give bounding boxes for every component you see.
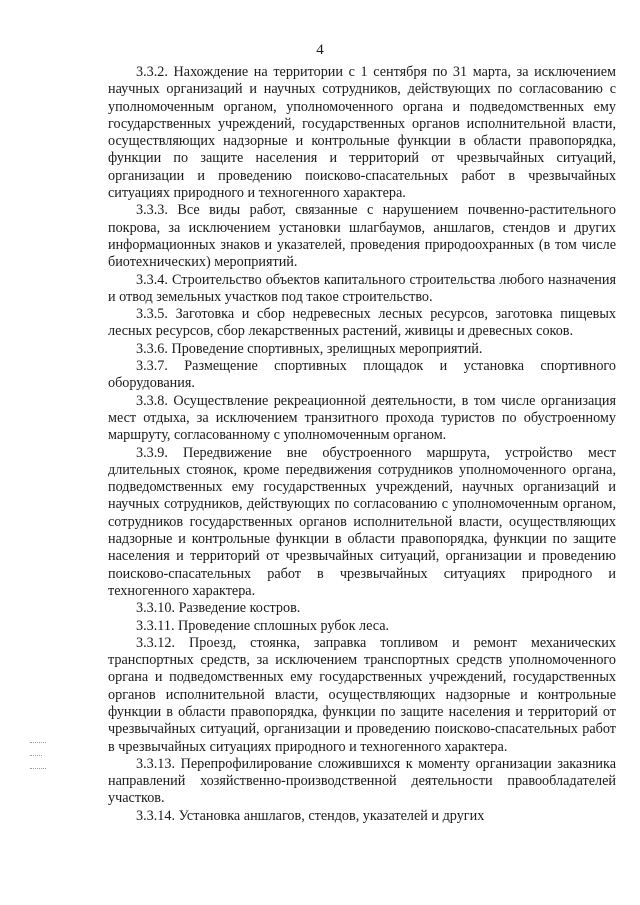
page-number: 4 xyxy=(316,42,324,58)
paragraph-3-3-11: 3.3.11. Проведение сплошных рубок леса. xyxy=(136,617,390,634)
paragraph-3-3-3: 3.3.3. Все виды работ, связанные с нарушением почвенно-растительного покрова, за исключением установки шлагбаумов, аншлагов, стендов и других информационных знаков и указателей, проведения природоохранных (в том числе биотехнических) мероприятий. xyxy=(108,202,616,271)
paragraph-3-3-8: 3.3.8. Осуществление рекреационной деятельности, в том числе организация мест отдыха, за исключением транзитного прохода туристов по обустроенному маршруту, согласованному с уполномоченным органом. xyxy=(108,392,616,444)
paragraph-3-3-10: 3.3.10. Разведение костров. xyxy=(136,600,301,617)
paragraph-3-3-7: 3.3.7. Размещение спортивных площадок и установка спортивного оборудования. xyxy=(108,358,616,392)
paragraph-3-3-13: 3.3.13. Перепрофилирование сложившихся к моменту организации заказника направлений хозяйственно-производственной деятельности правообладателей участков. xyxy=(108,755,616,807)
paragraph-3-3-14: 3.3.14. Установка аншлагов, стендов, указателей и других xyxy=(136,807,485,824)
paragraph-3-3-6: 3.3.6. Проведение спортивных, зрелищных мероприятий. xyxy=(136,340,483,357)
paragraph-3-3-4: 3.3.4. Строительство объектов капитального строительства любого назначения и отвод земельных участков под такое строительство. xyxy=(108,271,616,305)
paragraph-3-3-12: 3.3.12. Проезд, стоянка, заправка топливом и ремонт механических транспортных средств, за исключением транспортных средств уполномоченного органа и подведомственных ему государственных учреждений, государственных органов исполнительной власти, осуществляющих надзорные и контрольные функции в области правопорядка, функции по защите населения и территорий от чрезвычайных ситуаций, организации и проведению поисково-спасательных работ в чрезвычайных ситуациях природного и техногенного характера. xyxy=(108,634,616,755)
scan-margin-mark xyxy=(30,755,42,756)
scan-margin-mark xyxy=(30,742,46,743)
paragraph-3-3-5: 3.3.5. Заготовка и сбор недревесных лесных ресурсов, заготовка пищевых лесных ресурсов, сбор лекарственных растений, живицы и древесных соков. xyxy=(108,306,616,340)
paragraph-3-3-2: 3.3.2. Нахождение на территории с 1 сентября по 31 марта, за исключением научных организаций и научных сотрудников, действующих по согласованию с уполномоченным органом, уполномоченного органа и подведомственных ему государственных учреждений, государственных органов исполнительной власти, осуществляющих надзорные и контрольные функции в области правопорядка, функции по защите населения и территорий от чрезвычайных ситуаций, организации и проведению поисково-спасательных работ в чрезвычайных ситуациях природного и техногенного характера. xyxy=(108,64,616,202)
paragraph-3-3-9: 3.3.9. Передвижение вне обустроенного маршрута, устройство мест длительных стоянок, кроме передвижения сотрудников уполномоченного органа, подведомственных ему государственных учреждений, научных организаций и научных сотрудников, действующих по согласованию с уполномоченным органом, сотрудников государственных органов исполнительной власти, осуществляющих надзорные и контрольные функции в области правопорядка, функции по защите населения и территорий от чрезвычайных ситуаций, организации и проведению поисково-спасательных работ в чрезвычайных ситуациях природного и техногенного характера. xyxy=(108,444,616,599)
scan-margin-mark xyxy=(30,768,46,769)
document-body xyxy=(108,64,616,825)
